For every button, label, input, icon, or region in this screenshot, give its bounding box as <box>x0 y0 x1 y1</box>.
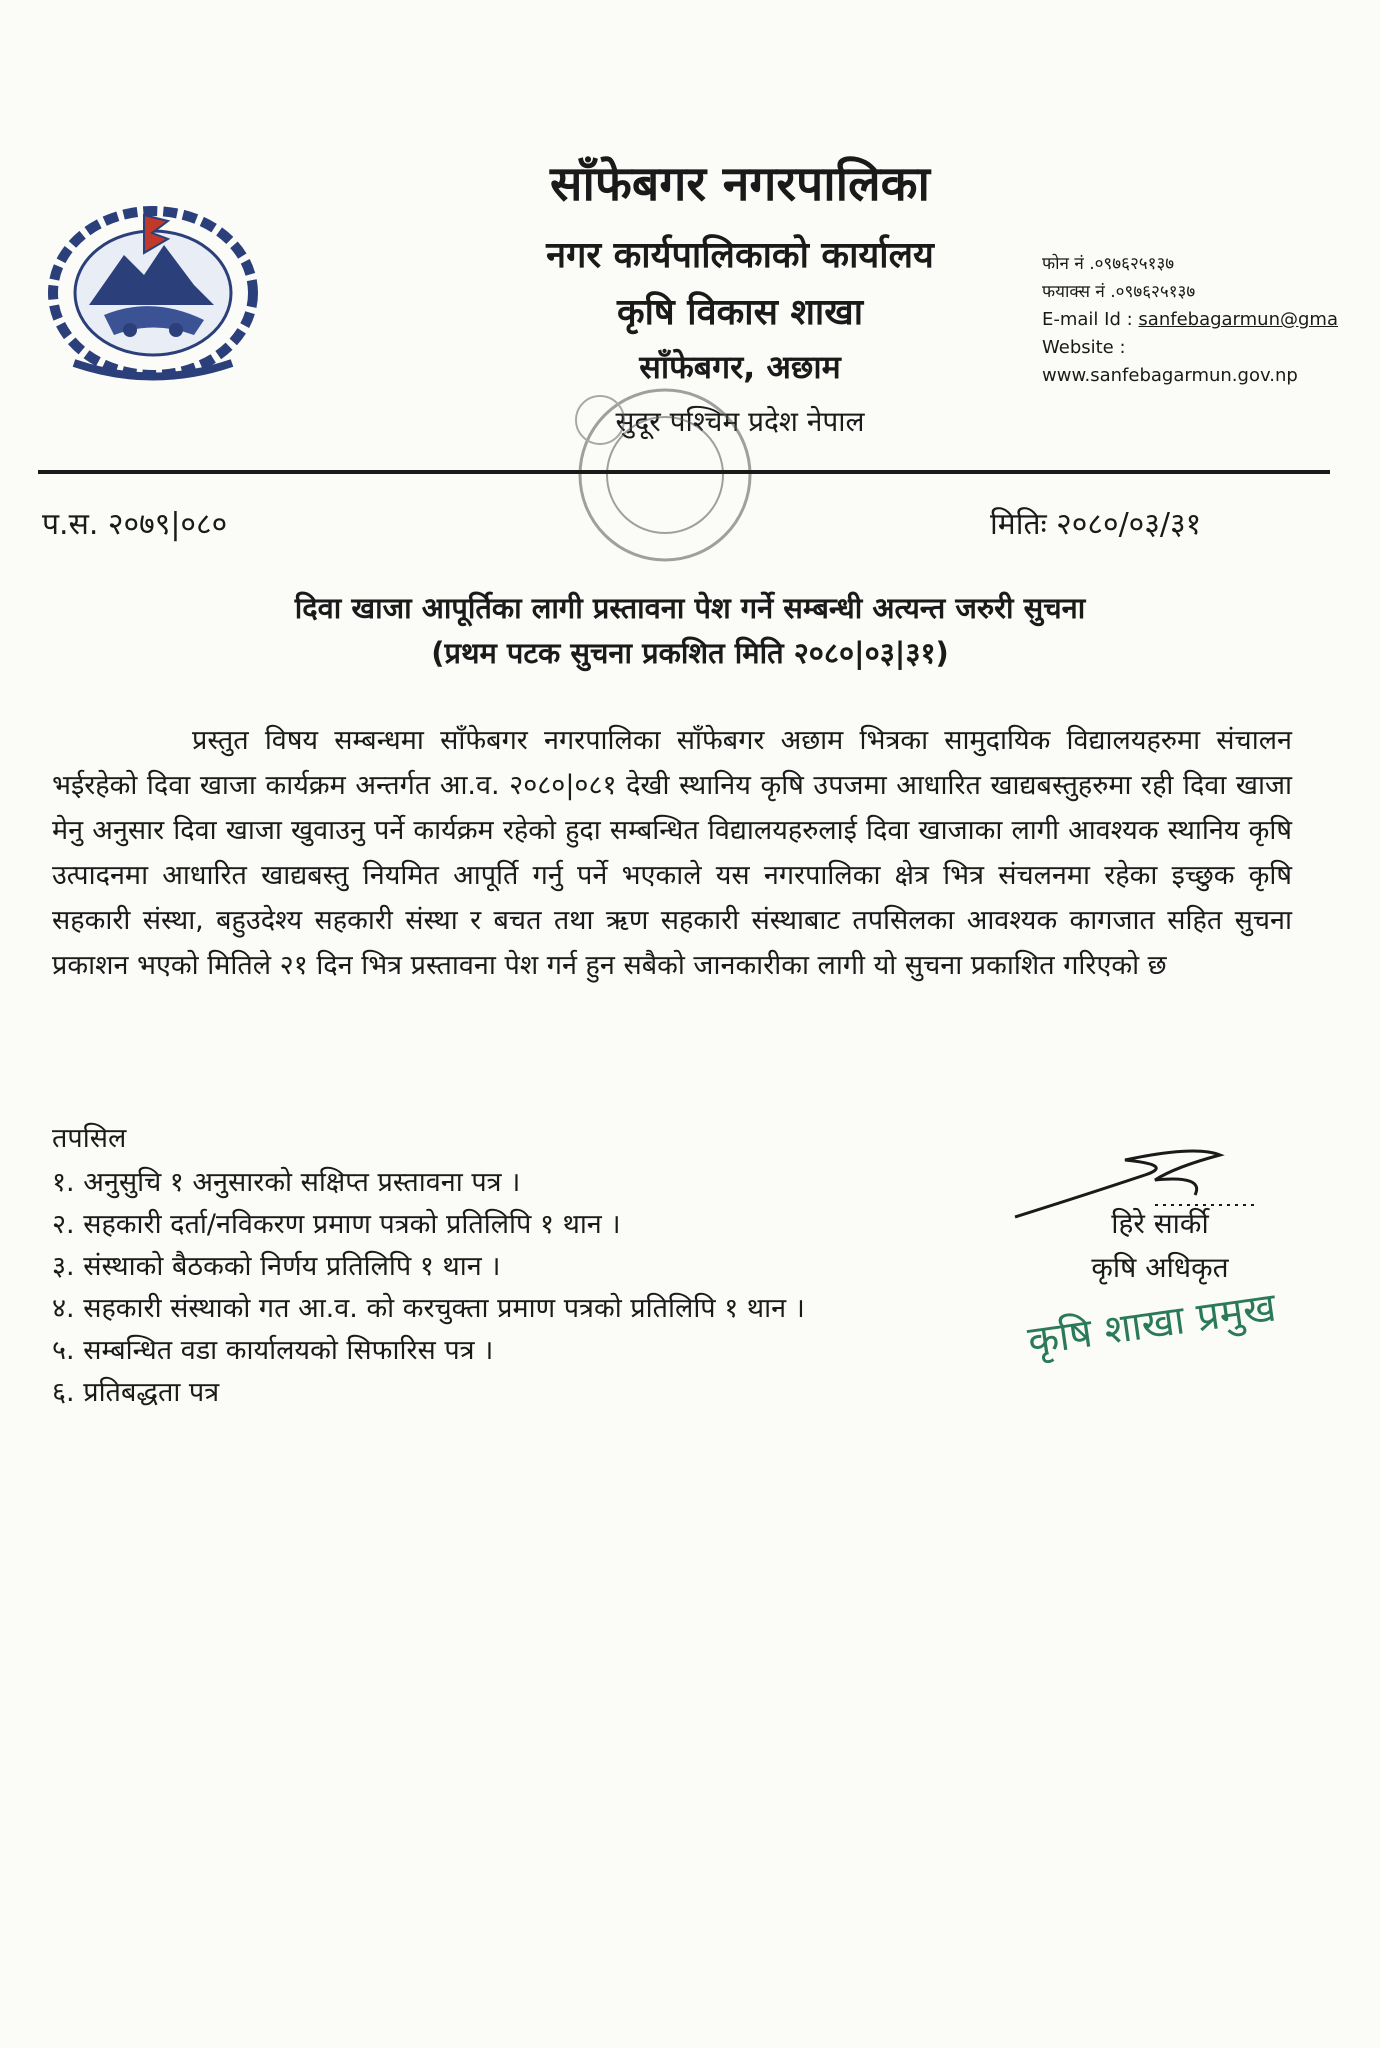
details-section <box>52 1118 1072 1414</box>
notice-body: प्रस्तुत विषय सम्बन्धमा साँफेबगर नगरपालिका साँफेबगर अछाम भित्रका सामुदायिक विद्यालयहरुमा संचालन भईरहेको दिवा खाजा कार्यक्रम अन्तर्गत आ.व. २०८०|०८१ देखी स्थानिय कृषि उपजमा आधारित खाद्यबस्तुहरुमा रही दिवा खाजा मेनु अनुसार दिवा खाजा खुवाउनु पर्ने कार्यक्रम रहेको हुदा सम्बन्धित विद्यालयहरुलाई दिवा खाजाका लागी आवश्यक स्थानिय कृषि उत्पादनमा आधारित खाद्यबस्तु नियमित आपूर्ति गर्नु पर्ने भएकाले यस नगरपालिका क्षेत्र भित्र संचलनमा रहेका इच्छुक कृषि सहकारी संस्था, बहुउदेश्य सहकारी संस्था र बचत तथा ऋण सहकारी संस्थाबाट तपसिलका आवश्यक कागजात सहित सुचना प्रकाशन भएको मितिले २१ दिन भित्र प्रस्तावना पेश गर्न हुन सबैको जानकारीका लागी यो सुचना प्रकाशित गरिएको छ <box>52 725 1292 981</box>
contact-block <box>1042 250 1342 390</box>
office-name: नगर कार्यपालिकाको कार्यालय <box>546 235 934 276</box>
letter-date: मितिः २०८०/०३/३१ <box>990 507 1202 542</box>
place-name: साँफेबगर, अछाम <box>639 348 841 386</box>
list-item: ६. प्रतिबद्धता पत्र <box>52 1377 220 1408</box>
reference-number: प.स. २०७९|०८० <box>42 507 228 542</box>
title-main: दिवा खाजा आपूर्तिका लागी प्रस्तावना पेश गर्ने सम्बन्धी अत्यन्त जरुरी सुचना <box>294 591 1086 625</box>
branch-chief-stamp: कृषि शाखा प्रमुख <box>1025 1284 1279 1365</box>
email-line <box>1042 306 1342 334</box>
email-link[interactable]: sanfebagarmun@gma <box>1138 309 1338 330</box>
email-label: E-mail Id : <box>1042 309 1133 330</box>
phone-number: फोन नं .०९७६२५१३७ <box>1042 254 1175 274</box>
signer-name: हिरे सार्की <box>1111 1207 1209 1240</box>
list-item: २. सहकारी दर्ता/नविकरण प्रमाण पत्रको प्रतिलिपि १ थान । <box>52 1209 621 1240</box>
signer-block <box>1060 1202 1260 1290</box>
province-name: सुदूर पश्चिम प्रदेश नेपाल <box>615 405 865 438</box>
website-label: Website : <box>1042 337 1126 358</box>
list-item: ४. सहकारी संस्थाको गत आ.व. को करचुक्ता प्रमाण पत्रको प्रतिलिपि १ थान । <box>52 1293 805 1324</box>
fax-number: फयाक्स नं .०९७६२५१३७ <box>1042 282 1196 302</box>
details-list <box>52 1162 1072 1414</box>
signer-designation: कृषि अधिकृत <box>1091 1251 1229 1284</box>
notice-title <box>60 588 1320 672</box>
official-seal-icon <box>540 380 790 580</box>
list-item: १. अनुसुचि १ अनुसारको सक्षिप्त प्रस्तावना पत्र । <box>52 1167 521 1198</box>
list-item: ३. संस्थाको बैठकको निर्णय प्रतिलिपि १ थान । <box>52 1251 501 1282</box>
website-link[interactable]: www.sanfebagarmun.gov.np <box>1042 365 1298 386</box>
header-divider <box>38 470 1330 474</box>
branch-name: कृषि विकास शाखा <box>616 292 864 333</box>
municipality-name: साँफेबगर नगरपालिका <box>550 156 930 212</box>
details-heading: तपसिल <box>52 1123 127 1154</box>
nepal-emblem-icon <box>44 195 262 385</box>
list-item: ५. सम्बन्धित वडा कार्यालयको सिफारिस पत्र । <box>52 1335 494 1366</box>
title-sub: (प्रथम पटक सुचना प्रकशित मिति २०८०|०३|३१) <box>431 636 949 670</box>
